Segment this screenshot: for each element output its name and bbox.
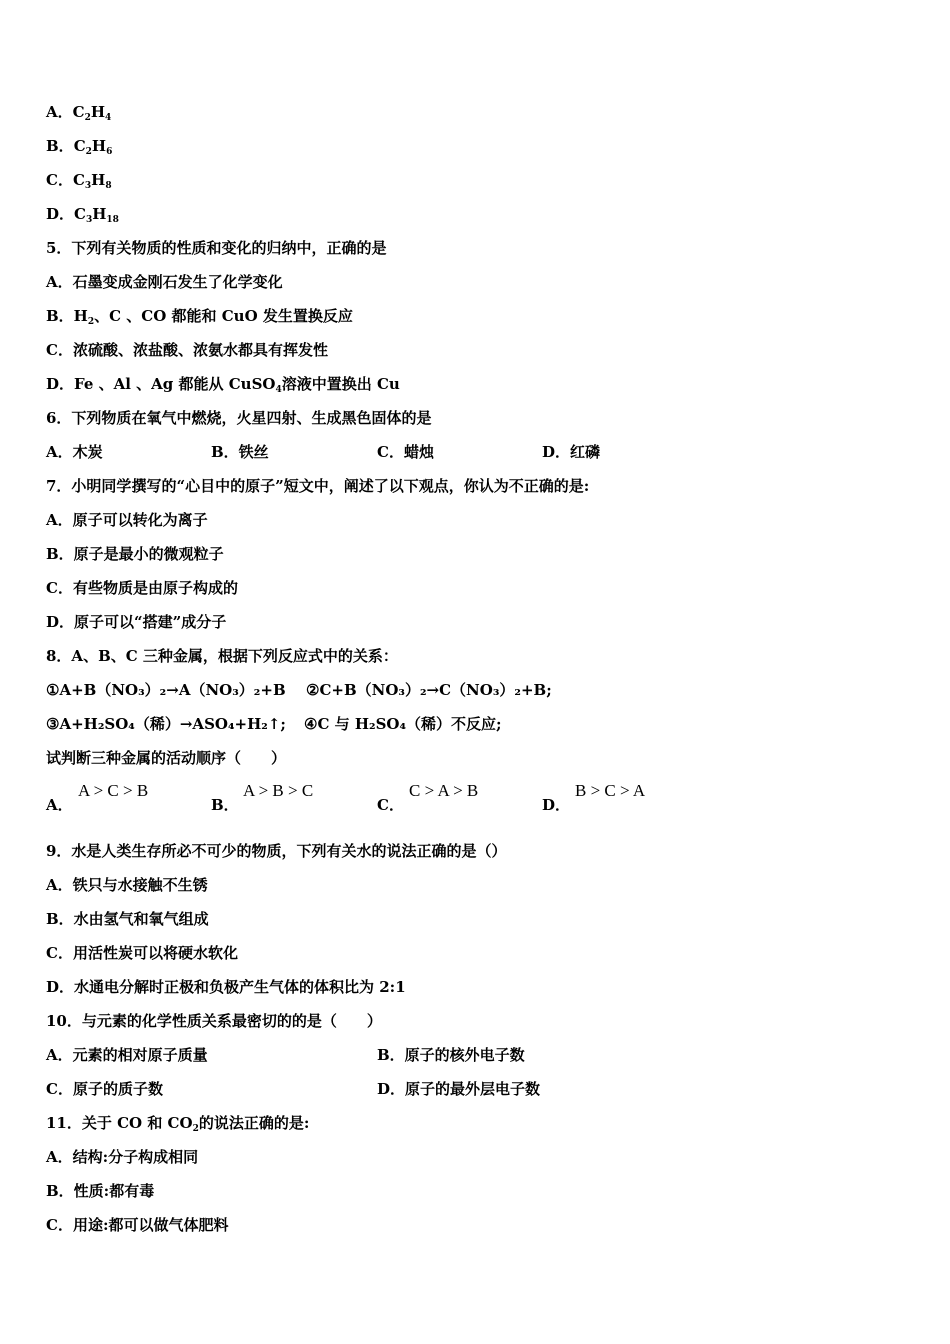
- q8-stem: 8．A、B、C 三种金属，根据下列反应式中的关系：: [46, 647, 398, 665]
- q9-option-c: C．用活性炭可以将硬水软化: [46, 944, 238, 962]
- q6-option-d: D．红磷: [542, 443, 601, 461]
- q8-reaction-4: ④C 与 H₂SO₄（稀）不反应;: [304, 715, 502, 733]
- q7-option-c: C．有些物质是由原子构成的: [46, 579, 238, 597]
- q11-stem: [46, 1112, 309, 1134]
- option-label: B．: [46, 137, 74, 155]
- subscript: 2: [84, 113, 91, 123]
- q7-option-d: D．原子可以“搭建”成分子: [46, 613, 227, 631]
- q8-reaction-3: ③A+H₂SO₄（稀）→ASO₄+H₂↑;: [46, 715, 286, 733]
- q8-option-d-value: B > C > A: [575, 781, 646, 800]
- q8-reaction-1: ①A+B（NO₃）₂→A（NO₃）₂+B: [46, 681, 286, 699]
- q5-option-a: A．石墨变成金刚石发生了化学变化: [46, 273, 283, 291]
- formula-c: C: [72, 171, 85, 189]
- q8-option-c-label: C．: [377, 796, 404, 814]
- q8-option-a-label: A．: [46, 796, 73, 814]
- q4-option-a: [46, 101, 111, 123]
- q5-option-c: C．浓硫酸、浓盐酸、浓氨水都具有挥发性: [46, 341, 328, 359]
- q10-option-d: D．原子的最外层电子数: [377, 1080, 541, 1098]
- q5-option-d: [46, 373, 400, 395]
- formula-c: C: [73, 137, 86, 155]
- subscript: 2: [192, 1124, 199, 1134]
- q10-option-a: A．元素的相对原子质量: [46, 1046, 208, 1064]
- q10-stem: 10．与元素的化学性质关系最密切的的是（ ）: [46, 1012, 382, 1030]
- q8-option-d-label: D．: [542, 796, 571, 814]
- formula-h: H: [91, 137, 107, 155]
- q8-reaction-2: ②C+B（NO₃）₂→C（NO₃）₂+B;: [306, 681, 552, 699]
- q5-b-text: B．H: [46, 307, 88, 325]
- q5-d-text: D．Fe 、Al 、Ag 都能从 CuSO: [46, 375, 276, 393]
- subscript: 2: [87, 317, 95, 327]
- formula-h: H: [92, 205, 107, 223]
- q8-option-c-value: C > A > B: [409, 781, 479, 800]
- q7-stem: 7．小明同学撰写的“心目中的原子”短文中，阐述了以下观点，你认为不正确的是:: [46, 477, 590, 495]
- q9-option-b: B．水由氢气和氧气组成: [46, 910, 209, 928]
- q8-option-b-label: B．: [211, 796, 239, 814]
- option-label: D．: [46, 205, 75, 223]
- q10-option-b: B．原子的核外电子数: [377, 1046, 525, 1064]
- subscript: 3: [85, 215, 93, 225]
- q8-question: 试判断三种金属的活动顺序（ ）: [46, 749, 287, 767]
- formula-h: H: [91, 171, 106, 189]
- q10-option-c: C．原子的质子数: [46, 1080, 163, 1098]
- q8-option-a-value: A > C > B: [78, 781, 149, 800]
- subscript: 3: [84, 181, 92, 191]
- option-label: C．: [46, 171, 73, 189]
- q11-option-b: B．性质:都有毒: [46, 1182, 155, 1200]
- q5-option-b: [46, 305, 353, 327]
- q11-stem-text-rest: 的说法正确的是:: [198, 1114, 310, 1132]
- q7-option-b: B．原子是最小的微观粒子: [46, 545, 224, 563]
- q7-option-a: A．原子可以转化为离子: [46, 511, 208, 529]
- formula-h: H: [90, 103, 106, 121]
- option-label: A．: [46, 103, 73, 121]
- q5-stem: 5．下列有关物质的性质和变化的归纳中，正确的是: [46, 239, 387, 257]
- formula-c: C: [74, 205, 86, 223]
- q6-stem: 6．下列物质在氧气中燃烧，火星四射、生成黑色固体的是: [46, 409, 432, 427]
- q8-option-b-value: A > B > C: [243, 781, 314, 800]
- q6-option-c: C．蜡烛: [377, 443, 434, 461]
- q4-option-c: [46, 169, 112, 191]
- formula-c: C: [72, 103, 85, 121]
- q9-option-d: D．水通电分解时正极和负极产生气体的体积比为 2:1: [46, 978, 406, 996]
- q11-option-a: A．结构:分子构成相同: [46, 1148, 199, 1166]
- subscript: 6: [106, 147, 113, 157]
- subscript: 4: [105, 113, 112, 123]
- q4-option-d: [46, 203, 119, 225]
- q11-option-c: C．用途:都可以做气体肥料: [46, 1216, 229, 1234]
- q5-b-text-rest: 、C 、CO 都能和 CuO 发生置换反应: [94, 307, 353, 325]
- q4-option-b: [46, 135, 112, 157]
- q11-stem-text: 11．关于 CO 和 CO: [46, 1114, 193, 1132]
- q6-option-b: B．铁丝: [211, 443, 269, 461]
- q5-d-text-rest: 溶液中置换出 Cu: [281, 375, 400, 393]
- q9-stem: 9．水是人类生存所必不可少的物质，下列有关水的说法正确的是（）: [46, 842, 507, 860]
- subscript: 2: [85, 147, 92, 157]
- subscript: 4: [275, 385, 282, 395]
- q9-option-a: A．铁只与水接触不生锈: [46, 876, 208, 894]
- subscript: 18: [106, 215, 119, 225]
- q6-option-a: A．木炭: [46, 443, 103, 461]
- subscript: 8: [105, 181, 112, 191]
